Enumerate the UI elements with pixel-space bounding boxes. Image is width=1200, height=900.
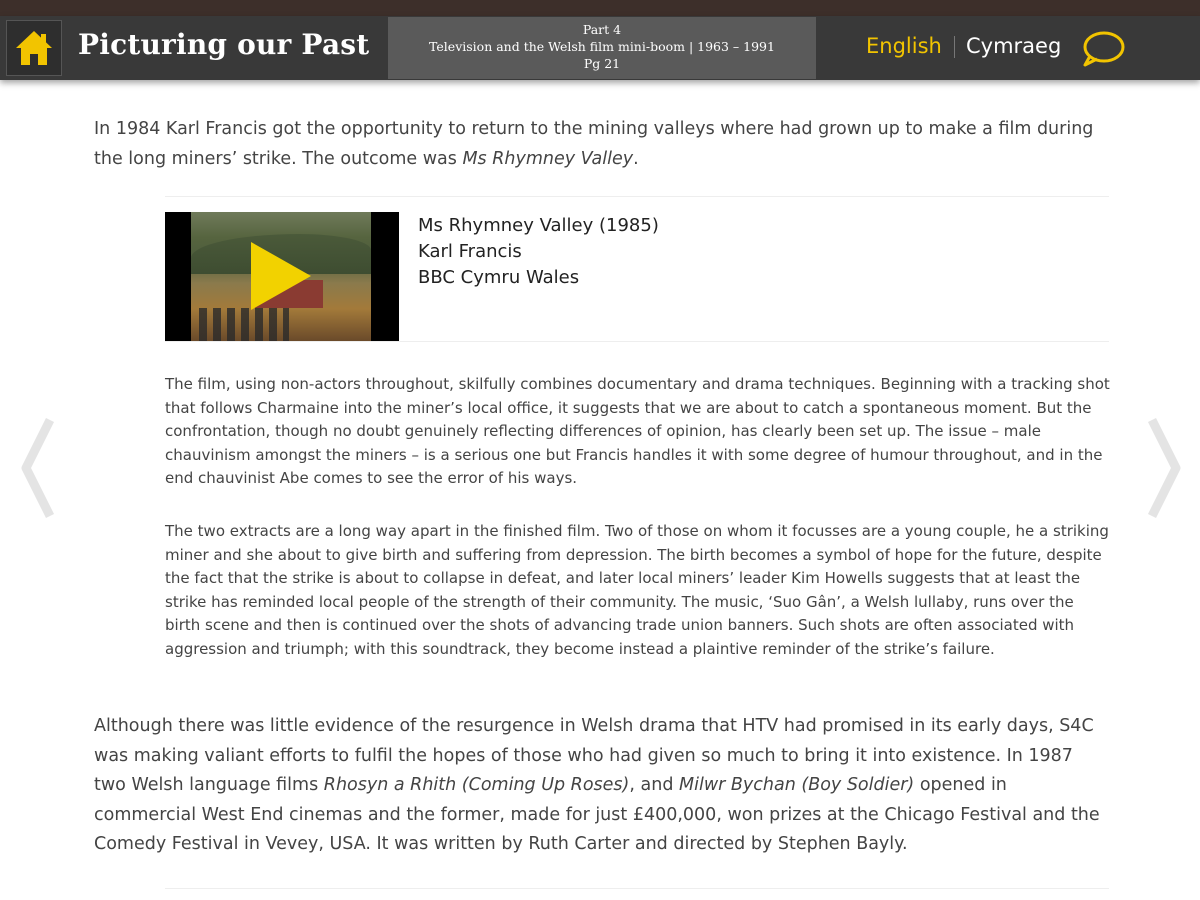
video-thumbnail[interactable] — [165, 212, 399, 341]
part-info — [388, 17, 816, 79]
film-description-2: The two extracts are a long way apart in the finished film. Two of those on whom it focusses are a young couple, he a striking miner and she about to give birth and suffering from depression. The birth becomes a symbol of hope for the future, despite the fact that the strike is about to collapse in defeat, and later local miners’ leader Kim Howells suggests that at least the strike has reminded local people of the strength of their community. The music, ‘Suo Gân’, a Welsh lullaby, runs over the birth scene and then is continued over the shots of advancing trade union banners. Such shots are often associated with aggression and triumph; with this soundtrack, they become instead a plaintive reminder of the strike’s failure. — [165, 522, 1109, 658]
video-director: Karl Francis — [418, 241, 522, 262]
video-info — [418, 213, 659, 291]
language-divider — [954, 36, 955, 58]
language-english-link[interactable]: English — [866, 34, 942, 58]
outro-text-3: opened in commercial West End cinemas and the former, made for just £400,000, won prizes at the Chicago Festival and the Comedy Festival in Vevey, USA. It was written by Ruth Carter and directed by Stephen Bayly. — [94, 775, 1100, 855]
part-number: Part 4 — [582, 22, 622, 37]
outro-text-1: Although there was little evidence of the resurgence in Welsh drama that HTV had promised in its early days, S4C was making valiant efforts to fulfil the hopes of those who had given so much to bring it into existence. In 1987 two Welsh language films — [94, 716, 1094, 796]
chevron-left-icon[interactable] — [20, 416, 56, 520]
part-title: Television and the Welsh film mini-boom | 1963 – 1991 — [429, 39, 775, 54]
intro-film-title: Ms Rhymney Valley — [462, 149, 634, 169]
video-producer: BBC Cymru Wales — [418, 267, 580, 288]
divider — [165, 888, 1109, 889]
film-description-1: The film, using non-actors throughout, skilfully combines documentary and drama techniques. Beginning with a tracking shot that follows Charmaine into the miner’s local office, it suggests that we are about to catch a spontaneous moment. But the confrontation, though no doubt genuinely reflecting differences of opinion, has clearly been set up. The issue – male chauvinism amongst the miners – is a serious one but Francis handles it with some degree of humour throughout, and in the end chauvinist Abe comes to see the error of his ways. — [165, 375, 1110, 487]
video-card — [165, 196, 1109, 342]
chat-bubble-icon[interactable] — [1080, 30, 1126, 68]
intro-paragraph — [94, 114, 1104, 174]
top-strip — [0, 0, 1200, 16]
language-welsh-link[interactable]: Cymraeg — [966, 34, 1062, 58]
outro-film-1: Rhosyn a Rhith (Coming Up Roses) — [323, 775, 630, 796]
page-number: Pg 21 — [583, 56, 621, 71]
home-button[interactable] — [6, 20, 62, 76]
intro-text-end: . — [633, 149, 639, 169]
outro-film-2: Milwr Bychan (Boy Soldier) — [679, 775, 915, 796]
outro-paragraph — [94, 712, 1106, 860]
play-icon[interactable] — [249, 240, 313, 312]
home-icon — [14, 28, 54, 68]
outro-text-2: , and — [629, 775, 680, 796]
app-title: Picturing our Past — [78, 28, 370, 61]
app-header — [0, 16, 1200, 80]
video-title: Ms Rhymney Valley (1985) — [418, 215, 659, 236]
intro-text: In 1984 Karl Francis got the opportunity to return to the mining valleys where had grown up to make a film during the long miners’ strike. The outcome was — [94, 119, 1094, 169]
chevron-right-icon[interactable] — [1146, 416, 1182, 520]
